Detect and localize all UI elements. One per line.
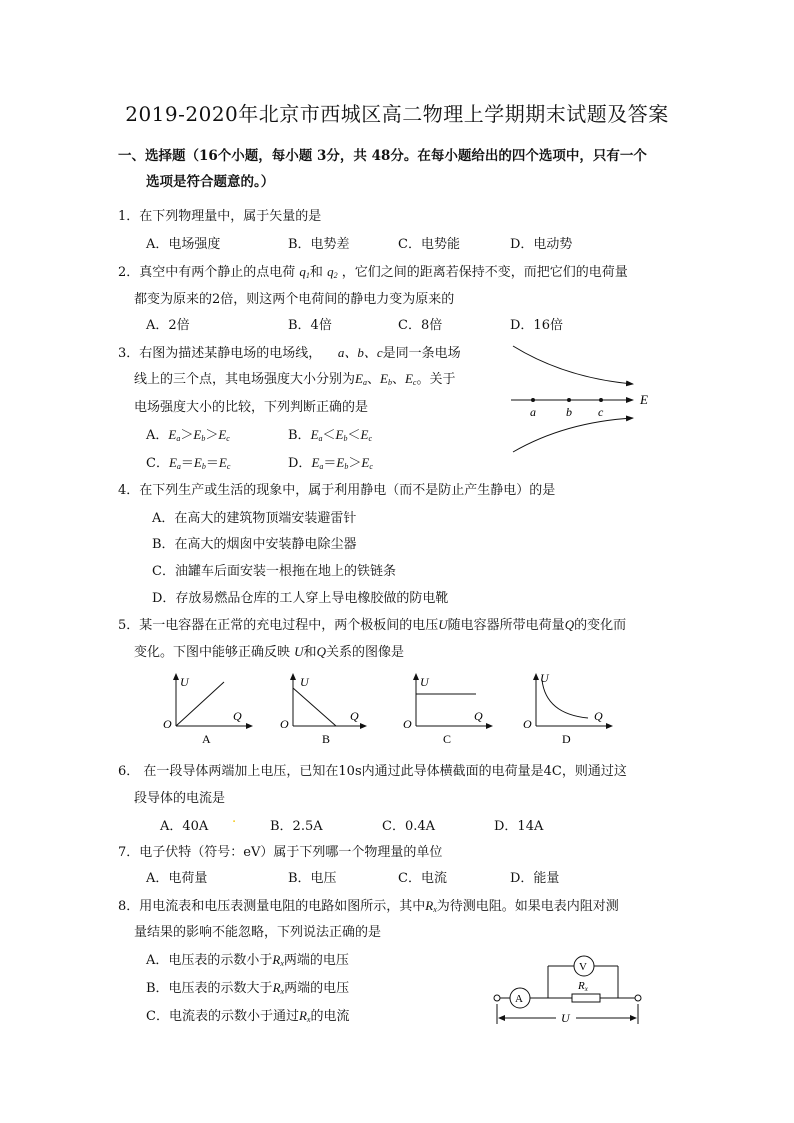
q3-option-a: A．$E_a>E_b>E_c$ [146, 427, 230, 443]
q2-q2-symbol: $q_2$ [327, 264, 338, 280]
point-a-dot [531, 398, 535, 402]
field-line-lower [513, 418, 633, 452]
graph-a-label: A [202, 732, 211, 746]
q2-stem-line2: 都变为原来的2倍，则这两个电荷间的静电力变为原来的 [134, 292, 455, 307]
q3-line1-b: 是同一条电场 [382, 346, 461, 361]
field-line-upper [513, 346, 633, 384]
graph-b-label: B [322, 732, 331, 746]
q8-line1: 8．用电流表和电压表测量电阻的电路如图所示，其中$R_x$为待测电阻。如果电表内阻对测 [118, 898, 619, 914]
voltage-u-label: U [561, 1011, 570, 1025]
q4-option-c: C．油罐车后面安装一根拖在地上的铁链条 [152, 564, 396, 579]
q8-circuit-diagram [490, 952, 646, 1028]
q2-q1-symbol: $q_1$ [299, 264, 310, 280]
q6-line1: 6． 在一段导体两端加上电压，已知在10s内通过此导体横截面的电荷量是4C，则通过这 [118, 764, 627, 779]
section-header-line1: 一、选择题（16个小题，每小题 3分，共 48分。在每小题给出的四个选项中，只有一个 [118, 148, 647, 164]
q3-points: a、b、c [337, 345, 383, 360]
point-b-dot [567, 398, 571, 402]
q6-option-a: A．40A [160, 819, 209, 834]
q6-line2: 段导体的电流是 [134, 791, 226, 806]
q3-option-b: B．$E_a<E_b<E_c$ [288, 427, 373, 443]
resistor-label: Rx [578, 980, 588, 993]
q8-option-b: B．电压表的示数大于$R_x$两端的电压 [146, 980, 350, 996]
graph-b [280, 674, 366, 746]
svg-text:O: O [163, 717, 172, 731]
graph-b-curve [293, 688, 336, 726]
q3-line2-b: 。关于 [416, 372, 456, 387]
svg-text:Q: Q [350, 709, 359, 723]
svg-text:U: U [540, 671, 549, 685]
q6-option-d: D．14A [494, 819, 544, 834]
graph-c [403, 674, 492, 746]
q3-line2: 线上的三个点，其电场强度大小分别为$E_a$、$E_b$、$E_c$。关于 [134, 371, 456, 387]
q3-line1-a: 3．右图为描述某静电场的电场线， [118, 346, 322, 361]
q5-line1: 5．某一电容器在正常的充电过程中，两个极板间的电压U随电容器所带电荷量Q的变化而 [118, 617, 627, 633]
right-terminal [635, 995, 641, 1001]
q2-and: 和 [309, 265, 323, 280]
svg-text:Q: Q [233, 709, 242, 723]
graph-d [523, 671, 612, 746]
svg-text:U: U [300, 675, 309, 689]
q1-option-a: A．电场强度 [146, 237, 221, 252]
q1-option-c: C．电势能 [398, 237, 460, 252]
q4-option-b: B．在高大的烟囱中安装静电除尘器 [152, 537, 357, 552]
svg-text:U: U [420, 675, 429, 689]
q7-option-a: A．电荷量 [146, 871, 208, 886]
page-title: 2019-2020年北京市西城区高二物理上学期期末试题及答案 [125, 102, 669, 126]
graph-d-curve [542, 680, 588, 718]
q7-option-d: D．能量 [510, 871, 560, 886]
q3-option-c: C．$E_a=E_b=E_c$ [146, 455, 231, 471]
point-c-label: c [598, 405, 604, 419]
q4-stem: 4．在下列生产或生活的现象中，属于利用静电（而不是防止产生静电）的是 [118, 483, 556, 498]
q2-stem-line1 [118, 261, 628, 280]
q1-stem: 1．在下列物理量中，属于矢量的是 [118, 209, 322, 224]
q3-field-lines-figure [505, 338, 665, 468]
q1-option-d: D．电动势 [510, 237, 573, 252]
q1-option-b: B．电势差 [288, 237, 350, 252]
q3-line1 [118, 342, 461, 361]
q7-option-c: C．电流 [398, 871, 447, 886]
q2-option-b: B．4倍 [288, 318, 332, 333]
q3-ec: $E_c$ [404, 371, 417, 387]
graph-c-label: C [443, 732, 452, 746]
voltmeter-label: V [579, 961, 587, 973]
field-e-label: E [640, 392, 648, 407]
svg-text:O: O [523, 717, 532, 731]
point-c-dot [599, 398, 603, 402]
q5-line2: 变化。下图中能够正确反映 U和Q关系的图像是 [134, 644, 404, 660]
q6-option-b: B．2.5A [270, 819, 323, 834]
q2-option-d: D．16倍 [510, 318, 563, 333]
q4-option-a: A．在高大的建筑物顶端安装避雷针 [152, 511, 357, 526]
resistor-rx [572, 994, 600, 1002]
q3-line3: 电场强度大小的比较，下列判断正确的是 [134, 400, 369, 415]
svg-text:U: U [180, 675, 189, 689]
svg-text:Q: Q [594, 709, 603, 723]
q6-option-c: C．0.4A [382, 819, 436, 834]
q7-option-b: B．电压 [288, 871, 337, 886]
q2-stem-b: ，它们之间的距离若保持不变，而把它们的电荷量 [341, 265, 628, 280]
q7-stem: 7．电子伏特（符号：eV）属于下列哪一个物理量的单位 [118, 845, 443, 860]
q3-option-d: D．$E_a=E_b>E_c$ [288, 455, 373, 471]
svg-text:O: O [280, 717, 289, 731]
q3-eb: $E_b$ [379, 371, 392, 387]
svg-text:O: O [403, 717, 412, 731]
graph-d-label: D [562, 732, 571, 746]
svg-text:Q: Q [474, 709, 483, 723]
q2-option-c: C．8倍 [398, 318, 443, 333]
ammeter-label: A [515, 993, 523, 1005]
point-a-label: a [530, 405, 536, 419]
q8-option-a: A．电压表的示数小于$R_x$两端的电压 [146, 952, 349, 968]
section-header-line2: 选项是符合题意的。） [146, 174, 275, 190]
left-terminal [494, 995, 500, 1001]
q3-line2-a: 线上的三个点，其电场强度大小分别为 [134, 372, 356, 387]
point-b-label: b [566, 405, 572, 419]
q2-stem-a: 2．真空中有两个静止的点电荷 [118, 265, 296, 280]
q4-option-d: D．存放易燃品仓库的工人穿上导电橡胶做的防电靴 [152, 591, 449, 606]
q8-line2: 量结果的影响不能忽略，下列说法正确的是 [134, 925, 382, 940]
graph-a [163, 674, 252, 746]
q2-option-a: A．2倍 [146, 318, 190, 333]
q8-option-c: C．电流表的示数小于通过$R_x$的电流 [146, 1008, 350, 1024]
q5-graphs [160, 668, 620, 748]
q3-ea: $E_a$ [355, 371, 367, 387]
stray-dot: . [232, 811, 237, 826]
